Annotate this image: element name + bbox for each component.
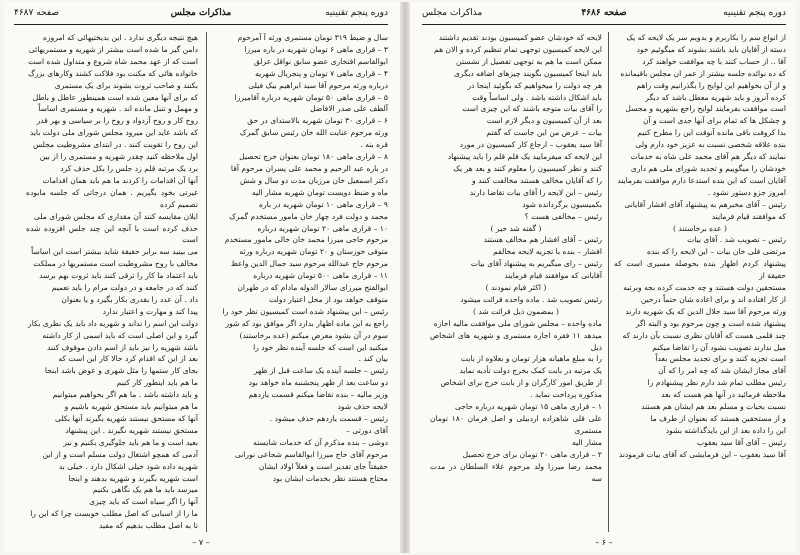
text-line: آنها که مستحق نیستند شهریه بگیرند آنها بکلی	[54, 414, 198, 423]
text-line: را آقای بیات متوجه باشند که این چیزی است	[462, 104, 602, 114]
page-footer: – ۷ –	[192, 538, 210, 547]
text-column-right	[614, 32, 786, 461]
text-line: علی قلی شاهزاده اردبیلی و اصل فرمان ۱۸۰ تومان مستمری	[430, 414, 602, 435]
left-page	[4, 2, 398, 553]
text-line: میدهد ۱۱ فقره اجازه مستمری و شهریه های اشخاص ذیل	[430, 330, 602, 352]
page-header	[422, 8, 786, 24]
document-spread	[4, 2, 796, 553]
text-line: آنها آن اقدامات را کردند ما هم باید همان اقدامات	[42, 175, 198, 185]
text-column-left	[430, 32, 602, 484]
text-line: پیدا کند و مهارت و اعتبار ندارد	[102, 306, 198, 316]
text-line: درباره ورثه مرحوم آقا سید ابراهیم بیک فیلی	[248, 80, 388, 90]
text-line: کنند که در جامعه و در دولت مرام را باید تعمیم	[51, 283, 198, 293]
text-line: دولت این اسم را نداند و شهریه داد باید یک نظری بکار	[28, 318, 198, 328]
text-line: مرحوم آقای حاج میرزا ابوالقاسم شجاعی نورانی	[234, 449, 388, 459]
text-line: ۲ – قراری ماهی ۲۰ تومان برای خرج تحصیل	[462, 449, 602, 459]
text-line: ملاحظه فرمائید در آنها هم هست که بعد	[661, 390, 786, 400]
text-line: افشار – بنده با تجزیه لایحه مخالفم	[493, 247, 602, 257]
text-line: است تجزیه کنند و برای تجدید مجلس بعداً	[655, 354, 786, 364]
text-line: که ده نوائده جلسه بیشتر از عمر ان مجلس باقیمانده	[620, 68, 786, 78]
page-footer: – ۶ –	[595, 538, 613, 547]
text-line: تا به اصل مطلب بدهیم که مفید	[99, 521, 198, 531]
text-line: رئیس – این لایحه را آقای بیات تقاضا دارند	[469, 187, 602, 197]
text-line: این لایحه که میفرمایید یک قلم قلم را باید پیشنهاد	[447, 152, 602, 162]
text-line: بعد از آن کمیسیون و دیگر لازم است	[486, 116, 602, 126]
text-line: و از مستحقین هستند که بعنوان از طرف ما	[650, 414, 786, 423]
publication-title: مذاکرات مجلس	[422, 8, 483, 18]
text-line: رئیس – قسمت یازدهم حذف میشود .	[269, 414, 388, 423]
text-line: نسبت بحیات و مسلم بعد هم ایشان هم هستند	[641, 402, 786, 412]
text-line: و باید داشته باشد . ما هم اگر بخواهیم میتوانیم	[52, 390, 198, 400]
text-line: لایحه حذف شود	[337, 402, 388, 412]
text-line: متوقف خواهد بود از محل اعتبار دولت	[269, 294, 388, 304]
text-line: رئیس – رای میگیریم به پیشنهاد آقای بیات	[470, 259, 602, 269]
text-line: از کار افتاده اند و برای اعاده شان حتماً درحین	[640, 294, 786, 304]
text-line: راجع به این ماده اظهار بدارد اگر موافق بود که شور	[225, 318, 388, 328]
text-line: هر چه دولت را میخواهیم که بگوئید اینجا در	[467, 80, 602, 90]
text-line: پیشنهاد کردم اظهار بنده بحوصله مسیری است که حقیقة از	[614, 259, 786, 281]
text-line: رئیس – تصویب شد . آقای بیات	[687, 235, 786, 245]
text-line: را به مبلغ ماهیانه هزار تومان و بعلاوه از بابت	[460, 354, 602, 364]
text-line: و از آن بخواهیم این لوایح را بگذرانیم وقت راهم	[636, 80, 786, 90]
right-page	[412, 2, 796, 553]
text-line: قره بنه .	[360, 140, 388, 150]
text-line: را که آقایان مخالف هستند مخالفت کنند و	[472, 175, 602, 185]
text-line: آقا سید یعقوب – این فرمایشی که آقای بیات فرمودند	[618, 449, 786, 459]
header-rule	[422, 24, 786, 25]
text-line: بعید است و ما هم باید جلوگیری بکنیم و نیز	[63, 437, 198, 447]
text-line: ما هم میتوانیم باید مستحق شهریه باشیم و	[64, 402, 198, 412]
text-line: مرحوم حاج عبدالله مرحوم سید جمال الدین واعظ	[230, 259, 388, 269]
text-line: گیرد و این اصلی است که باید اسمی از کار داشته	[42, 330, 198, 340]
text-line: دامن گیر ما شده است بیشتر از شهریه و مستمریهائی	[28, 44, 198, 54]
text-line: است که از عهد محمد شاه شروع و متداول شده است	[28, 56, 198, 66]
text-line: ( گفته شد خیر )	[490, 223, 542, 233]
text-line: باشد شهریه را نیز باید از اسم دادن موقوف کنند	[47, 342, 198, 352]
text-line: دوشی – بنده مذکرم آن که خدمات شایسته	[253, 437, 388, 447]
text-line: چند قلمی هست که آقایان نظری نسبت بآن دارند که	[622, 330, 786, 340]
text-column-right	[216, 32, 388, 484]
text-line: رئیس – مخالفی هست ؟	[524, 211, 602, 221]
text-line: ماده واحده – مجلس شورای ملی موافقت مالیه اجازه	[433, 318, 602, 328]
text-line: آقا .. از حساب کنند با چه موافقت خواهند کرد	[642, 56, 786, 66]
text-line: دو ساعت بعد از ظهر پنجشنبه ماه خواهد بود	[248, 378, 388, 388]
text-line: ( عده برخاستند )	[673, 223, 727, 233]
text-line: بنده علاقه شخصی نسبت به عزیز خود دارم ولی	[635, 140, 786, 150]
text-line: بدا کروفت باقی مانده آنوقت این را مطرح کنیم	[637, 128, 786, 138]
text-line: آنها را اگر سیاه است که باید چیزی	[89, 497, 198, 507]
text-line: میل ندارند تصویب بشود آن را تقاضا میکنم	[652, 342, 786, 352]
text-line: از انواع سم را بکاربرم و بدویم سر یک لایحه که یک	[626, 33, 786, 42]
text-line: کنند و نظر کمیسیون را معلوم کنند و بعد هر یک	[453, 163, 602, 173]
text-line: که موافقند قیام فرمایند	[711, 211, 786, 221]
text-line: ۹ – قراری ماهی ۱۰ تومان شهریه در باره	[259, 199, 388, 209]
text-line: سوم در آن بشود معرض میکنم (عده برخاستند)	[239, 330, 388, 340]
text-line: ۱۰ – قراری ماهی ۲۰ تومان شهریه درباره	[257, 223, 388, 233]
text-line: این روح را تقویت کنند . در ابتدای مشروطیت مجلس	[32, 140, 198, 150]
page-number: صفحه ۴۶۸۷	[14, 8, 60, 18]
text-line: بیان کند .	[358, 354, 388, 364]
text-line: و چشکل ها که تمام برای آنها جدی است و آن	[642, 116, 786, 126]
text-line: ۵ – قراری ماهی ۵۰ تومان شهریه درباره آقامیرزا	[234, 92, 388, 102]
text-line: مستحق نیستند شهریه نگیرند . این پیشنهاد	[65, 425, 198, 435]
text-line: باید اشکال داشته باشد . ولی اساساً وقت	[472, 92, 602, 102]
text-line: یک مرتبه در بابت کمک بخرج دولت تأدیه نماید	[459, 366, 602, 376]
text-line: ( اکثر قیام نمودند )	[485, 283, 547, 293]
text-line: هیچ نتیجه دیگری ندارد . این بدیختیهائی که امروزه	[43, 33, 198, 42]
text-line: باید اعتماد ما کار را ترقی کنند باید ثروت بهم برسد	[39, 271, 198, 281]
column-divider	[206, 32, 207, 532]
text-line: ما هم باید اینطور کار کنیم	[116, 378, 198, 388]
text-line: مرحوم حاجی میرزا محمد خان خالی مامور مستخدم	[224, 235, 388, 245]
text-line: ۶ – قراری ۳۰ تومان شهریه بالاستدای در حق	[247, 116, 388, 126]
text-line: مشار الیه	[571, 437, 602, 447]
text-line: رئیس – این پیشنهاد شده است کمیسیون نظر خود را	[222, 306, 388, 316]
text-line: رئیس – آقای آقا سید یعقوب	[696, 437, 786, 447]
text-line: رئیس – آقای مخبرهم به پیشنهاد آقای افشار آقایانی	[624, 199, 786, 209]
text-line: پیشنهاد شده است و چون مرحوم بود و البته اگر	[635, 318, 786, 328]
text-line: رئیس – جلسه آینده یک ساعت قبل از ظهر	[253, 366, 388, 376]
text-line: برد یک مرتبه قلم زد جلس را بکل حذف کرد	[60, 163, 198, 173]
text-line: مرتضی قلی خان بیات – این لایحه را که بنده	[647, 247, 786, 257]
text-line: حقیقتاً جای تقدیر است و فعلاً اولاد ایشان	[258, 461, 388, 471]
text-line: باید اینجا کمیسیون بگویند چیزهای اضافه دیگری	[453, 68, 602, 78]
text-line: شهریه داده شود خیلی اشکال دارد . خیلی بد	[58, 461, 198, 471]
text-line: مذکوره پرداخت نماید .	[530, 390, 602, 400]
column-divider	[608, 32, 609, 532]
text-line: رئیس تصویب شد . ماده واحده قرائت میشود	[460, 294, 602, 304]
text-line: ۸ – قراری ماهی ۱۸۰ تومان بعنوان خرج تحصیل	[239, 152, 388, 162]
text-line: آقای دورتی –	[346, 425, 388, 435]
text-line: آلطف علی صدر الافاضل	[310, 104, 388, 114]
text-line: ایلان مقایسه کنند آن مقداری که مجلس شورای ملی	[33, 211, 198, 221]
text-line: اول ملاحظه کنید چقدر شهریه و مستمری را از بین	[39, 152, 198, 162]
text-line: این را داده بعد از این بایدگذاشته بشود	[665, 425, 786, 435]
text-line: آدمی که همچو اشتغال دولت مسلم است و از این	[42, 449, 198, 459]
text-column-left	[26, 32, 198, 532]
page-header	[14, 8, 388, 24]
text-line: ما را از اسبابی که اصل مطلب خوبست چرا که این را	[30, 509, 198, 519]
text-line: متوفی خوزستان و ۲۰ تومان شهریه درباره ورثه	[239, 247, 388, 257]
text-line: بکمیسیون برگردانده شود	[522, 199, 602, 209]
page-number: صفحه ۴۶۸۶	[581, 8, 627, 18]
publication-title: مذاکرات مجلس	[170, 8, 232, 18]
text-line: است شهریه بگیرند و شهریه بدهند و اینجا	[68, 473, 198, 483]
text-line: ابوالقاسم افتخاری عضو سابق نواقل عرلق	[253, 56, 388, 66]
text-line: محتاج هستند نظر بخدمات ایشان بود	[272, 473, 388, 483]
text-line: داد . آن عدد را بقدری بکار بگیرد و یا بعنوان	[61, 294, 198, 304]
session-label: دوره پنجم تقنینیه	[325, 8, 388, 18]
session-label: دوره پنجم تقنینیه	[723, 8, 786, 18]
text-line: کرده آنروز و باید شهریه معطل باشد که دیگر	[645, 92, 786, 102]
text-line: بکنند و صاحب ثروت بشوند برای یک مستمری	[54, 80, 198, 90]
text-line: آقا سید یعقوب – ارجاع کار کمیسیون در مورد	[459, 140, 602, 150]
text-line: ابوالفتح میرزای سالار الدوله مادام که در طهران	[237, 283, 388, 293]
text-line: ۱ – قراری ماهی ۱۵ تومان شهریه درباره حاجی	[454, 402, 602, 412]
text-line: دکتر اسمعیل خان مرزبان مدت دو سال و شش	[239, 175, 388, 185]
book-gutter	[400, 2, 410, 553]
text-line: آقای مجاز ایشان شد که چه امر را که آن	[658, 366, 786, 376]
text-line: ۴ – قراری ماهی ۷ تومان و پنجریال شهریه	[255, 68, 388, 78]
text-line: نمایند که دیگر هم آقای محمد علی شاه به خدمات	[630, 152, 786, 162]
text-line: ورثه مرحوم عنایت الله خان رئیس سابق گمرک	[239, 128, 388, 138]
text-line: دسته از آقایان باید باشند بشوند که میگوئیم خود	[636, 44, 786, 54]
text-line: آقایانی که موافقند قیام فرمایند	[504, 271, 602, 281]
text-line: بیات – عرض من این جاست که گفتم	[486, 128, 602, 138]
text-line: رئیس مطلب تمام شد دارم نظر پیشنهادم را	[647, 378, 786, 388]
text-line: محمد رضا میرزا ولد مرحوم علاء السلطان در مدت سه	[430, 461, 602, 483]
text-line: ورثه مرحوم آقا سید جلال الدین که یک شهریه دارند	[625, 306, 786, 316]
text-line: روح کار و روح آزدواد و روح را بر سیاسی و بهر قدر	[36, 116, 198, 126]
text-line: میکنید این است که جلسه آینده نظر خود را	[253, 342, 388, 352]
text-line: محمد و دولت فرد چهار خان مامور مستخدم گمرک	[229, 211, 388, 221]
text-line: خانواده هائی که مکنت بود فلاکت کشند وکارهای بزرگ	[28, 68, 198, 78]
text-line: است موافقت بفرمایند لوایح راجع بشهریه و مجسل	[625, 104, 786, 114]
text-line: ( بمضمون ذیل قرائت شد )	[472, 306, 560, 316]
text-line: در باره عبد الرحیم و محمد علی پسران مرحوم آقا	[230, 163, 388, 173]
text-line: میرسد باید ما هم یک نگاهی بکنیم	[92, 485, 198, 495]
text-line: حذف کرده است با آنچه این چند جلس افزوده شده است	[26, 223, 198, 245]
text-line: ۱۱ – قراری ماهی ۵۰۰ تومان شهریه درباره	[253, 271, 388, 281]
text-line: ممکن است ما هم به توجهی تفصیل از نشستن	[456, 56, 602, 66]
text-line: خودشان را میگوییم و تجدید شورای ملی هم داری	[630, 163, 786, 173]
text-line: ماه و ضبط دویست تومان شهریه مشار الیه	[251, 187, 388, 197]
text-line: بعد از این که اقدام کرد حالا کار این است که	[58, 354, 198, 364]
text-line: که باشد عاید این میرود مجلس شورای ملی دولت باید	[29, 128, 198, 138]
text-line: مخالف با روح مشروطیت است مستمریها در مملکت	[33, 259, 198, 269]
text-line: این لایحه کمیسیون توجهی تمام تنظیم کرده و الان هم	[434, 44, 602, 54]
text-line: لایحه که خودشان عضو کمیسیون بودند تقدیم داشتند	[438, 33, 602, 42]
text-line: امروز جزو دستور نشود .	[707, 187, 786, 197]
text-line: می بینید سه برابر حقیقة شاید بیشتر است این اساساً	[31, 247, 198, 257]
text-line: ۳ – قراری ماهی ۶ تومان شهریه در باره میرزا	[244, 44, 388, 54]
text-line: از طریق امور کارگران و از بابت خرج برای اشخاص	[440, 378, 602, 388]
text-line: آقایان است که این بنده استدعا دارم موافقت بفرمایند	[617, 175, 786, 185]
text-line: سال و ضبط ۳۱۹ تومان مستمری ورثه آ آمرحوم	[237, 33, 388, 42]
text-line: مستحقین دولت هستند و چه خدمت کرده بجه وبرتبه	[623, 283, 786, 293]
header-rule	[14, 24, 388, 25]
text-line: رئیس – آقای افشار هم مخالف هستند	[483, 235, 602, 245]
text-line: که برای آنها معین شده است همینطور عاطل و باطل	[32, 92, 198, 102]
text-line: وزیر مالیه – بنده تقاضا میکنم قسمت یازدهم	[248, 390, 388, 400]
text-line: بجای کار ستمها را مثل شهری و عوض باشد اینجا	[44, 366, 198, 376]
text-line: و مهمل و تنبل مانده اند . شهریه و مستمری اساساً	[38, 104, 198, 114]
text-line: غیرتی بخود بگیریم . همان درجاتی که جلسه مابوده تصمیم کرده	[26, 187, 198, 209]
